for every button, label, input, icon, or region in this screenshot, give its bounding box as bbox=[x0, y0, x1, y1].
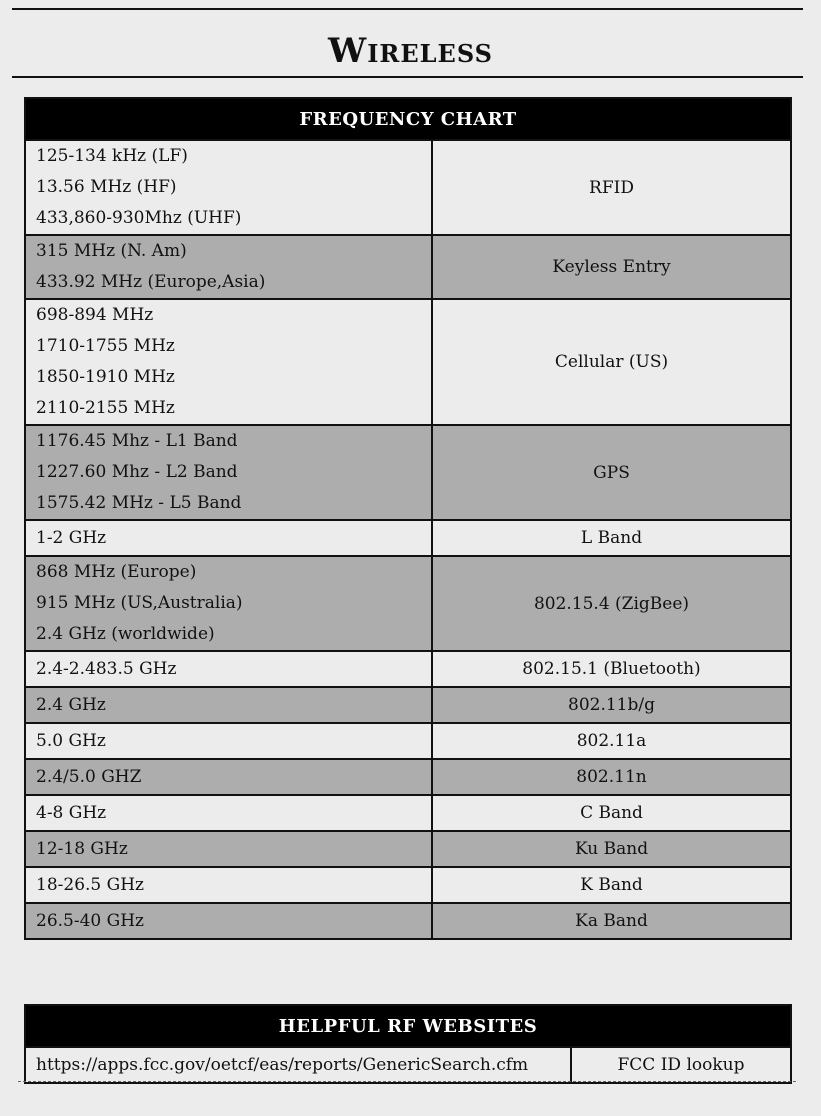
frequency-value: 1-2 GHz bbox=[36, 527, 107, 548]
frequency-value: 1176.45 Mhz - L1 Band bbox=[36, 431, 238, 451]
frequency-cell bbox=[25, 831, 432, 867]
table-row bbox=[25, 795, 791, 831]
frequency-value: 18-26.5 GHz bbox=[36, 874, 144, 895]
table-row bbox=[25, 299, 791, 425]
rf-websites-table bbox=[24, 1004, 792, 1084]
table-row bbox=[25, 651, 791, 687]
frequency-cell bbox=[25, 425, 432, 520]
usage-cell: Keyless Entry bbox=[432, 235, 791, 299]
frequency-value: 1227.60 Mhz - L2 Band bbox=[36, 462, 238, 482]
title-rule bbox=[12, 76, 803, 78]
frequency-value: 4-8 GHz bbox=[36, 802, 107, 823]
frequency-cell bbox=[25, 723, 432, 759]
frequency-value: 2.4/5.0 GHZ bbox=[36, 766, 142, 787]
usage-cell: K Band bbox=[432, 867, 791, 903]
frequency-cell bbox=[25, 140, 432, 235]
frequency-value: 433.92 MHz (Europe,Asia) bbox=[36, 272, 266, 292]
frequency-cell bbox=[25, 687, 432, 723]
bottom-divider bbox=[18, 1081, 796, 1082]
frequency-value: 13.56 MHz (HF) bbox=[36, 177, 177, 197]
frequency-cell bbox=[25, 235, 432, 299]
frequency-value: 12-18 GHz bbox=[36, 838, 128, 859]
frequency-value: 315 MHz (N. Am) bbox=[36, 241, 187, 261]
frequency-value: 2.4 GHz bbox=[36, 694, 106, 715]
table-row bbox=[25, 140, 791, 235]
frequency-value: 698-894 MHz bbox=[36, 305, 154, 325]
frequency-cell bbox=[25, 759, 432, 795]
usage-cell: C Band bbox=[432, 795, 791, 831]
frequency-value: 125-134 kHz (LF) bbox=[36, 146, 188, 166]
website-url[interactable]: https://apps.fcc.gov/oetcf/eas/reports/GenericSearch.cfm bbox=[25, 1047, 571, 1083]
frequency-chart-table bbox=[24, 97, 792, 940]
table-row bbox=[25, 520, 791, 556]
usage-cell: RFID bbox=[432, 140, 791, 235]
frequency-cell bbox=[25, 556, 432, 651]
table-row bbox=[25, 687, 791, 723]
usage-cell: 802.11a bbox=[432, 723, 791, 759]
table-row bbox=[25, 903, 791, 939]
usage-cell: 802.15.4 (ZigBee) bbox=[432, 556, 791, 651]
frequency-value: 2110-2155 MHz bbox=[36, 398, 175, 418]
usage-cell: GPS bbox=[432, 425, 791, 520]
frequency-value: 1575.42 MHz - L5 Band bbox=[36, 493, 242, 513]
frequency-value: 2.4-2.483.5 GHz bbox=[36, 658, 177, 679]
usage-cell: 802.11n bbox=[432, 759, 791, 795]
frequency-value: 5.0 GHz bbox=[36, 730, 106, 751]
frequency-cell bbox=[25, 299, 432, 425]
frequency-value: 915 MHz (US,Australia) bbox=[36, 593, 243, 613]
frequency-cell bbox=[25, 867, 432, 903]
frequency-cell bbox=[25, 651, 432, 687]
table-row bbox=[25, 425, 791, 520]
website-description: FCC ID lookup bbox=[571, 1047, 791, 1083]
usage-cell: Cellular (US) bbox=[432, 299, 791, 425]
usage-cell: 802.11b/g bbox=[432, 687, 791, 723]
page-title: Wireless bbox=[328, 31, 493, 71]
usage-cell: Ka Band bbox=[432, 903, 791, 939]
table-row bbox=[25, 1047, 791, 1083]
frequency-value: 1710-1755 MHz bbox=[36, 336, 175, 356]
usage-cell: L Band bbox=[432, 520, 791, 556]
frequency-value: 433,860-930Mhz (UHF) bbox=[36, 208, 242, 228]
frequency-cell bbox=[25, 795, 432, 831]
top-rule bbox=[12, 8, 803, 10]
table-row bbox=[25, 235, 791, 299]
frequency-cell bbox=[25, 903, 432, 939]
rf-websites-heading: HELPFUL RF WEBSITES bbox=[25, 1005, 791, 1047]
usage-cell: 802.15.1 (Bluetooth) bbox=[432, 651, 791, 687]
frequency-chart-heading: FREQUENCY CHART bbox=[25, 98, 791, 140]
table-row bbox=[25, 867, 791, 903]
frequency-value: 26.5-40 GHz bbox=[36, 910, 144, 931]
frequency-cell bbox=[25, 520, 432, 556]
table-row bbox=[25, 723, 791, 759]
table-row bbox=[25, 831, 791, 867]
usage-cell: Ku Band bbox=[432, 831, 791, 867]
table-row bbox=[25, 556, 791, 651]
frequency-value: 2.4 GHz (worldwide) bbox=[36, 624, 215, 644]
frequency-value: 1850-1910 MHz bbox=[36, 367, 175, 387]
table-row bbox=[25, 759, 791, 795]
frequency-value: 868 MHz (Europe) bbox=[36, 562, 197, 582]
